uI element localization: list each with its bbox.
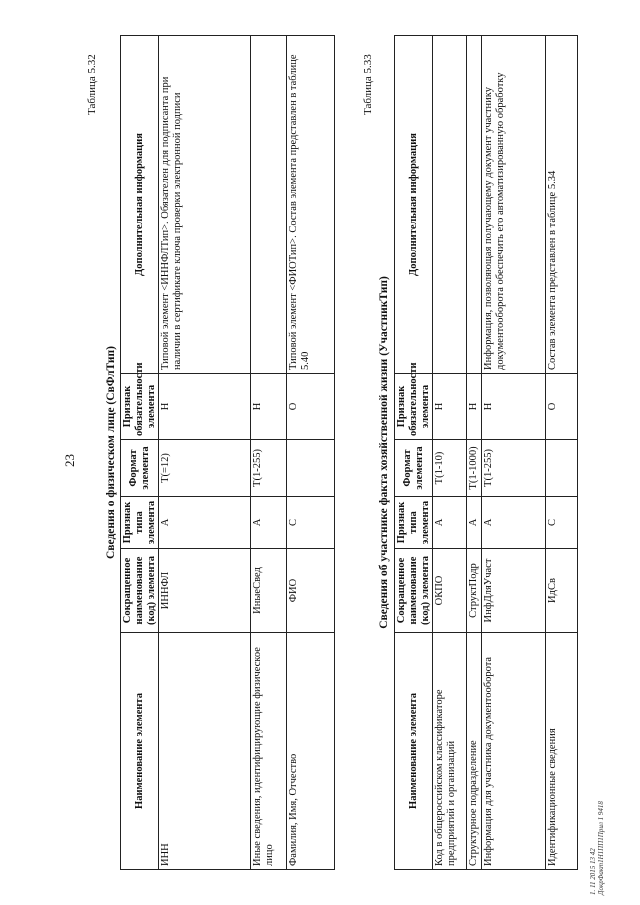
cell-format: T(1-10): [433, 440, 467, 497]
cell-type: А: [251, 497, 287, 549]
header-required: Признак обязательности элемента: [395, 374, 433, 440]
table2-header-row: [395, 36, 433, 870]
cell-format: T(1-255): [482, 440, 546, 497]
page-footer: [590, 801, 605, 895]
cell-format: T(1-1000): [467, 440, 482, 497]
cell-info: Типовой элемент <ИННФЛТип>. Обязателен для подписанта при наличии в сертификате ключа проверки электронной подписи: [159, 36, 251, 374]
header-type: Признак типа элемента: [121, 497, 159, 549]
cell-info: Типовой элемент <ФИОТип>. Состав элемента представлен в таблице 5.40: [287, 36, 335, 374]
cell-required: О: [546, 374, 578, 440]
cell-info: [251, 36, 287, 374]
header-name: Наименование элемента: [395, 633, 433, 870]
table1: [120, 35, 335, 870]
cell-info: Состав элемента представлен в таблице 5.34: [546, 36, 578, 374]
header-code: Сокращенное наименование (код) элемента: [121, 549, 159, 633]
cell-type: А: [467, 497, 482, 549]
cell-code: СтруктПодр: [467, 549, 482, 633]
cell-code: ИныеСвед: [251, 549, 287, 633]
cell-code: ИнфДляУчаст: [482, 549, 546, 633]
table2-number: Таблица 5.33: [362, 54, 374, 115]
header-info: Дополнительная информация: [121, 36, 159, 374]
cell-type: А: [159, 497, 251, 549]
cell-format: [287, 440, 335, 497]
header-name: Наименование элемента: [121, 633, 159, 870]
cell-type: А: [433, 497, 467, 549]
cell-required: Н: [433, 374, 467, 440]
cell-info: [433, 36, 467, 374]
header-type: Признак типа элемента: [395, 497, 433, 549]
cell-name: Информация для участника документооборота: [482, 633, 546, 870]
cell-type: С: [546, 497, 578, 549]
header-required: Признак обязательности элемента: [121, 374, 159, 440]
cell-format: T(=12): [159, 440, 251, 497]
cell-name: Идентификационные сведения: [546, 633, 578, 870]
cell-code: ФИО: [287, 549, 335, 633]
cell-info: Информация, позволяющая получающему документ участнику документооборота обеспечить его автоматизированную обработку: [482, 36, 546, 374]
cell-info: [467, 36, 482, 374]
table2: [394, 35, 578, 870]
cell-name: ИНН: [159, 633, 251, 870]
footer-line-1: 1. 11 2015 13 42: [589, 848, 597, 895]
table-row: [546, 36, 578, 870]
cell-format: T(1-255): [251, 440, 287, 497]
header-format: Формат элемента: [395, 440, 433, 497]
cell-type: С: [287, 497, 335, 549]
cell-type: А: [482, 497, 546, 549]
table-row: [251, 36, 287, 870]
cell-required: Н: [482, 374, 546, 440]
table1-title: Сведения о физическом лице (СвФлТип): [105, 346, 117, 559]
header-format: Формат элемента: [121, 440, 159, 497]
cell-required: Н: [251, 374, 287, 440]
table-row: [433, 36, 467, 870]
cell-code: ИдСв: [546, 549, 578, 633]
cell-code: ОКПО: [433, 549, 467, 633]
table2-title: Сведения об участнике факта хозяйственной жизни (УчастникТип): [378, 276, 390, 629]
cell-name: Фамилия, Имя, Отчество: [287, 633, 335, 870]
cell-name: Структурное подразделение: [467, 633, 482, 870]
cell-required: Н: [467, 374, 482, 440]
page-number: 23: [62, 454, 77, 467]
table-row: [287, 36, 335, 870]
cell-name: Иные сведения, идентифицирующие физическое лицо: [251, 633, 287, 870]
cell-format: [546, 440, 578, 497]
header-info: Дополнительная информация: [395, 36, 433, 374]
cell-required: О: [287, 374, 335, 440]
header-code: Сокращенное наименование (код) элемента: [395, 549, 433, 633]
cell-name: Код в общероссийском классификаторе предприятий и организаций: [433, 633, 467, 870]
table-row: [482, 36, 546, 870]
cell-required: Н: [159, 374, 251, 440]
footer-line-2: ДокрФакт1Н1ПП1Прил 1 9418: [596, 801, 605, 895]
table-row: [159, 36, 251, 870]
table1-number: Таблица 5.32: [86, 54, 98, 115]
table1-header-row: [121, 36, 159, 870]
table-row: [467, 36, 482, 870]
cell-code: ИННФЛ: [159, 549, 251, 633]
